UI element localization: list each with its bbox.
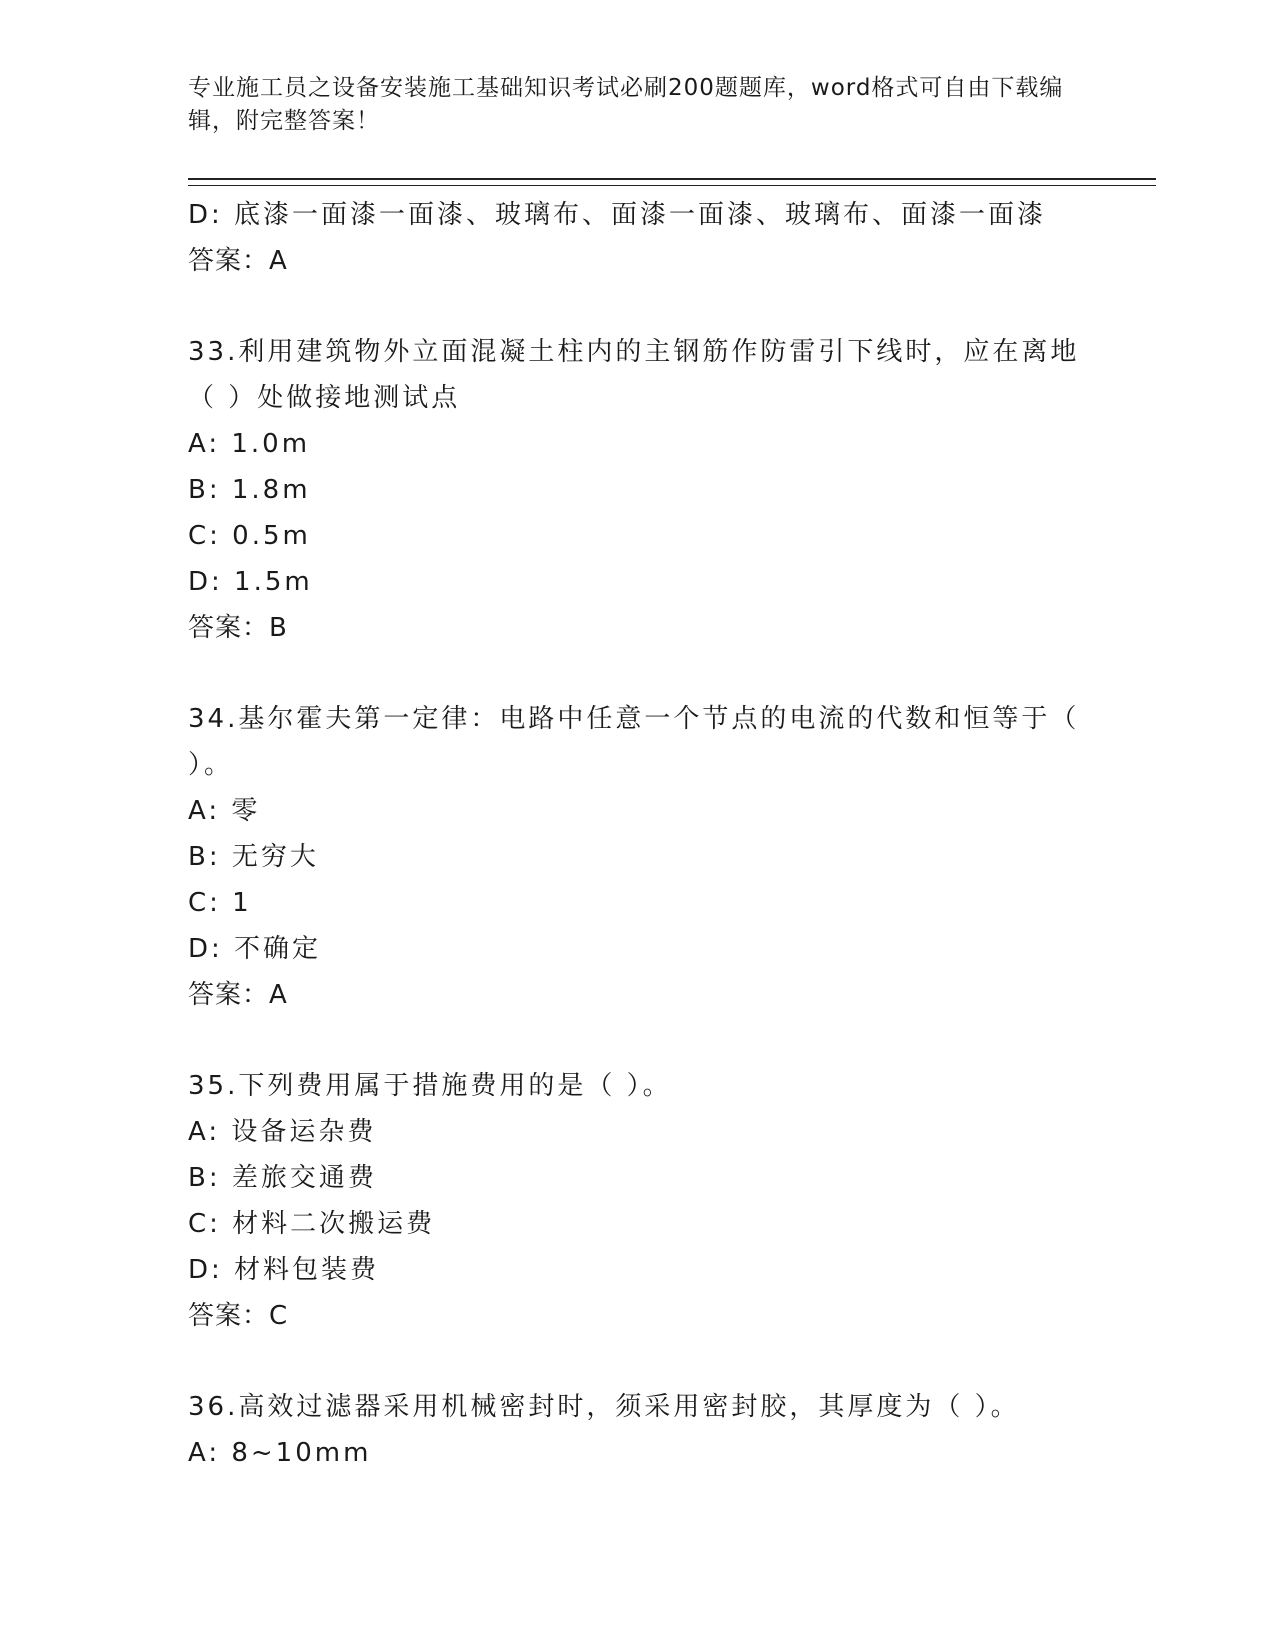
question-block bbox=[188, 696, 1088, 1018]
option-d: D: 1.5m bbox=[188, 567, 313, 597]
option-a: A: 设备运杂费 bbox=[188, 1117, 377, 1147]
question-text: （ ）处做接地测试点 bbox=[188, 383, 461, 413]
option-b: B: 1.8m bbox=[188, 475, 311, 505]
option-c: C: 0.5m bbox=[188, 521, 311, 551]
question-text: ）。 bbox=[188, 750, 234, 780]
question-text: 33.利用建筑物外立面混凝土柱内的主钢筋作防雷引下线时，应在离地 bbox=[188, 337, 1080, 367]
option-b: B: 差旅交通费 bbox=[188, 1163, 377, 1193]
question-text: 34.基尔霍夫第一定律：电路中任意一个节点的电流的代数和恒等于（ bbox=[188, 704, 1080, 734]
question-block bbox=[188, 329, 1088, 651]
answer: 答案：A bbox=[188, 980, 288, 1010]
option-a: A: 1.0m bbox=[188, 429, 311, 459]
option-d: D: 不确定 bbox=[188, 934, 322, 964]
document-header: 专业施工员之设备安装施工基础知识考试必刷200题题库，word格式可自由下载编辑，附完整答案！ bbox=[188, 75, 1064, 134]
document-body bbox=[188, 192, 1088, 1476]
question-text: 36.高效过滤器采用机械密封时，须采用密封胶，其厚度为（ ）。 bbox=[188, 1392, 1020, 1422]
option-b: B: 无穷大 bbox=[188, 842, 319, 872]
option-d: D: 底漆一面漆一面漆、玻璃布、面漆一面漆、玻璃布、面漆一面漆 bbox=[188, 200, 1047, 230]
option-c: C: 1 bbox=[188, 888, 252, 918]
option-a: A: 零 bbox=[188, 796, 261, 826]
option-a: A: 8~10mm bbox=[188, 1438, 372, 1468]
option-c: C: 材料二次搬运费 bbox=[188, 1209, 436, 1239]
question-text: 35.下列费用属于措施费用的是（ ）。 bbox=[188, 1071, 672, 1101]
question-block bbox=[188, 1063, 1088, 1339]
answer: 答案：A bbox=[188, 246, 288, 276]
option-d: D: 材料包装费 bbox=[188, 1255, 380, 1285]
answer: 答案：B bbox=[188, 613, 288, 643]
header-divider bbox=[188, 178, 1156, 186]
answer: 答案：C bbox=[188, 1301, 289, 1331]
question-block bbox=[188, 1384, 1088, 1476]
